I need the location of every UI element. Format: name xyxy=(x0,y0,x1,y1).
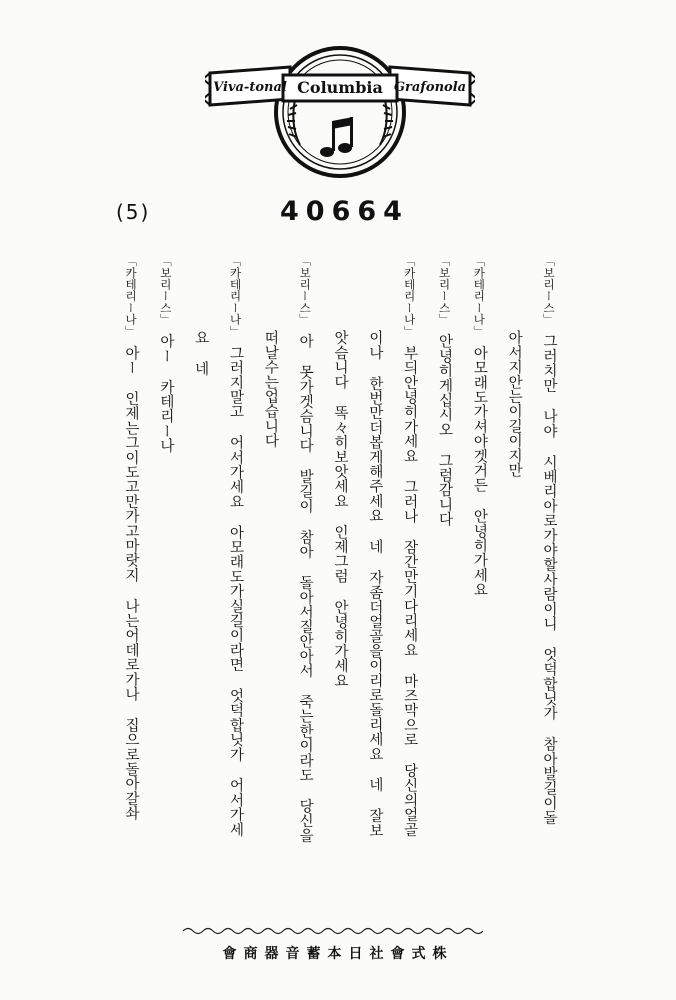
speaker-label: 「카테리ー나」 xyxy=(124,255,138,337)
speaker-label: 「보리ー스」 xyxy=(437,255,452,326)
publisher-footer: 會商器音蓄本日社會式株 xyxy=(222,946,454,962)
logo-left-banner: Viva-tonal xyxy=(213,80,287,95)
lyric-text: 아모래도가셔야겟거든 안녕히가세요 xyxy=(471,345,488,597)
logo-right-banner: Grafonola xyxy=(393,80,467,95)
speaker-label: 「보리ー스」 xyxy=(542,255,556,326)
speaker-label: 「카테리ー나」 xyxy=(228,255,243,337)
record-number: 40664 xyxy=(280,196,409,227)
lyric-text: 그러지말고 어서가세요 아모래도가실길이라면 엇덕합닛가 어서가세 xyxy=(227,345,244,837)
catalog-number: (5) xyxy=(116,200,151,224)
logo-center-banner: Columbia xyxy=(297,78,383,97)
lyric-text: 요 네 xyxy=(192,330,209,376)
lyric-text: 아서지안는이길이지만 xyxy=(506,330,523,478)
lyric-line xyxy=(364,255,386,915)
lyric-line xyxy=(434,255,456,915)
lyric-text: 아ー 카테리ー나 xyxy=(157,333,174,453)
lyric-text: 그러치만 나야 시베리아로가야할사람이니 엇덕합닛가 참아발길이돌 xyxy=(541,333,557,825)
lyric-line xyxy=(503,255,525,915)
lyrics-block xyxy=(120,255,560,915)
lyric-line xyxy=(190,255,212,915)
lyric-line xyxy=(225,255,247,915)
lyric-text: 이나 한번만더봅게해주세요 네 자좀더얼골을이리로돌리세요 네 잘보 xyxy=(366,330,383,838)
lyric-text: 안녕히게십시오 그럼감니다 xyxy=(436,333,453,527)
lyric-text: 아 못가겟슴니다 발길이 참아 돌아서질안아서 죽는한이라도 당신을 xyxy=(297,333,314,843)
lyric-line xyxy=(294,255,316,915)
lyric-line xyxy=(120,255,142,915)
lyric-text: 부듸안녕히가세요 그러나 잠간만기다리세요 마즈막으로 당신의얼골 xyxy=(401,345,418,837)
speaker-label: 「보리ー스」 xyxy=(158,255,173,326)
lyric-line xyxy=(259,255,281,915)
lyric-text: 아ー 인제는그이도고만가고마랏지 나는어데로가나 집으로돌아갈솨 xyxy=(123,345,139,821)
speaker-label: 「보리ー스」 xyxy=(298,255,313,326)
divider-ornament xyxy=(183,926,483,936)
speaker-label: 「카테리ー나」 xyxy=(472,255,487,337)
lyric-line xyxy=(155,255,177,915)
music-note-icon xyxy=(320,117,353,157)
lyric-line xyxy=(538,255,560,915)
speaker-label: 「카테리ー나」 xyxy=(402,255,417,337)
lyric-text: 앗슴니다 똑々히보앗세요 인제그럼 안녕히가세요 xyxy=(332,330,348,688)
lyric-text: 떠날수는업습니다 xyxy=(262,330,279,448)
lyric-line xyxy=(399,255,421,915)
lyric-line xyxy=(329,255,351,915)
columbia-logo xyxy=(205,45,475,180)
lyric-line xyxy=(468,255,490,915)
